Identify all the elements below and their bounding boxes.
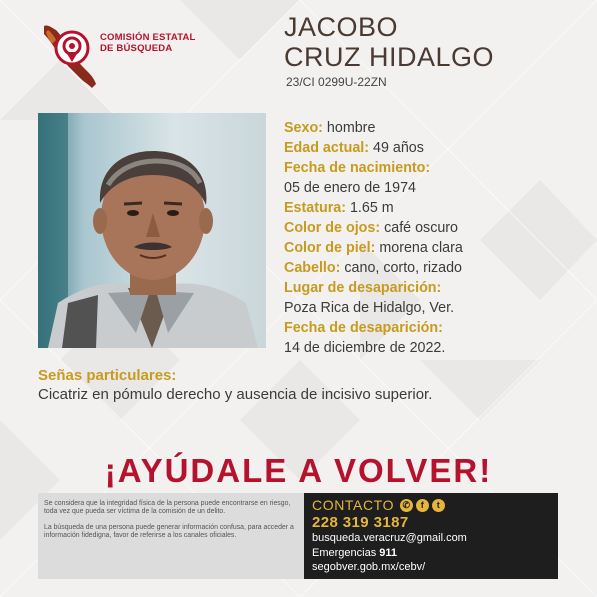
detail-value: 49 años bbox=[373, 140, 424, 156]
detail-row bbox=[284, 218, 584, 238]
contact-emergency bbox=[312, 546, 550, 561]
contact-email[interactable]: busqueda.veracruz@gmail.com bbox=[312, 532, 467, 544]
detail-label: Edad actual: bbox=[284, 140, 370, 156]
contact-header bbox=[312, 497, 550, 513]
contact-box bbox=[304, 493, 558, 579]
detail-label: Lugar de desaparición: bbox=[284, 280, 442, 296]
detail-label: Estatura: bbox=[284, 200, 346, 216]
person-name bbox=[284, 12, 494, 72]
detail-value: Poza Rica de Hidalgo, Ver. bbox=[284, 300, 455, 316]
detail-row bbox=[284, 258, 584, 278]
missing-person-photo bbox=[38, 113, 266, 348]
detail-row bbox=[284, 238, 584, 258]
senas-label: Señas particulares: bbox=[38, 367, 177, 384]
logo-line-2: DE BÚSQUEDA bbox=[100, 43, 173, 54]
detail-value: 14 de diciembre de 2022. bbox=[284, 340, 446, 356]
detail-row bbox=[284, 198, 584, 218]
phone-icon[interactable]: ✆ bbox=[400, 499, 413, 512]
detail-label: Cabello: bbox=[284, 260, 341, 276]
detail-value: morena clara bbox=[379, 240, 463, 256]
disclaimer-paragraph-2: La búsqueda de una persona puede generar información confusa, para acceder a información fidedigna, favor de referirse a los canales oficiales. bbox=[44, 523, 294, 539]
photo-portrait bbox=[38, 113, 266, 348]
detail-label: Fecha de nacimiento: bbox=[284, 160, 431, 176]
contact-phone[interactable]: 228 319 3187 bbox=[312, 514, 409, 531]
detail-label: Color de ojos: bbox=[284, 220, 381, 236]
emergency-number[interactable]: 911 bbox=[379, 546, 398, 559]
veracruz-map-logo-icon bbox=[38, 22, 100, 92]
contact-website[interactable]: segobver.gob.mx/cebv/ bbox=[312, 561, 426, 573]
case-id: 23/CI 0299U-22ZN bbox=[286, 75, 387, 89]
facebook-icon[interactable]: f bbox=[416, 499, 429, 512]
disclaimer-paragraph-1: Se considera que la integridad física de la persona puede encontrarse en riesgo, toda vez que pueda ser víctima de la comisión de un delito. bbox=[44, 500, 291, 516]
detail-value: 05 de enero de 1974 bbox=[284, 180, 416, 196]
logo-line-1: COMISIÓN ESTATAL bbox=[100, 32, 196, 43]
detail-row bbox=[284, 118, 584, 138]
detail-value: 1.65 m bbox=[349, 200, 394, 216]
contact-title: CONTACTO bbox=[312, 497, 395, 513]
logo-wordmark bbox=[100, 32, 196, 54]
disclaimer-box bbox=[38, 493, 304, 579]
help-headline: ¡AYÚDALE A VOLVER! bbox=[104, 452, 493, 489]
detail-label: Color de piel: bbox=[284, 240, 376, 256]
detail-value: cano, corto, rizado bbox=[344, 260, 463, 276]
senas-value: Cicatriz en pómulo derecho y ausencia de incisivo superior. bbox=[38, 386, 433, 403]
name-first: JACOBO bbox=[284, 12, 399, 42]
detail-value: café oscuro bbox=[384, 220, 459, 236]
detail-label: Fecha de desaparición: bbox=[284, 320, 443, 336]
name-last: CRUZ HIDALGO bbox=[284, 42, 495, 72]
detail-row bbox=[284, 138, 584, 158]
twitter-icon[interactable]: t bbox=[432, 499, 445, 512]
detail-value: hombre bbox=[326, 120, 376, 136]
emergency-label: Emergencias bbox=[312, 546, 377, 559]
detail-label: Sexo: bbox=[284, 120, 323, 136]
person-details bbox=[284, 118, 584, 358]
